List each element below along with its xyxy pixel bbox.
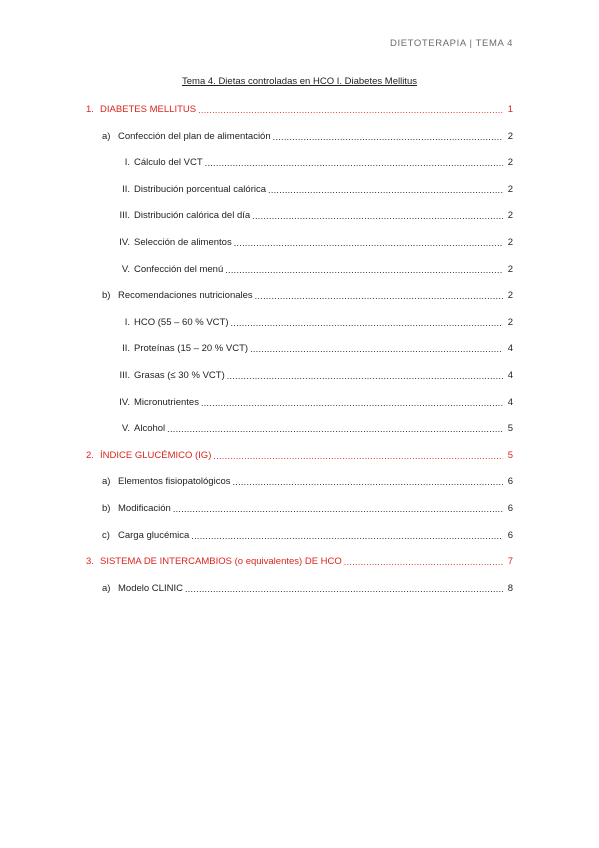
toc-entry[interactable] — [114, 234, 513, 248]
toc-entry-page: 4 — [507, 396, 513, 408]
toc-entry[interactable] — [102, 500, 513, 514]
toc-entry-number: a) — [102, 130, 111, 142]
toc-entry-number: I. — [124, 157, 130, 169]
toc-entry-label: Carga glucémica — [118, 529, 190, 541]
toc-dot-leader — [344, 556, 503, 567]
toc-entry-number: IV. — [119, 237, 130, 248]
toc-entry[interactable] — [86, 101, 513, 115]
toc-entry-page: 2 — [507, 157, 513, 169]
toc-entry-page: 5 — [507, 423, 513, 435]
toc-entry[interactable] — [114, 261, 513, 275]
toc-entry-page: 2 — [507, 210, 513, 222]
toc-entry-label: Modelo CLINIC — [118, 582, 183, 594]
toc-entry-label: Micronutrientes — [134, 396, 199, 408]
toc-dot-leader — [255, 290, 503, 301]
toc-entry-number: 2. — [86, 449, 94, 461]
toc-entry-number: a) — [102, 582, 111, 594]
toc-entry-number: a) — [102, 476, 111, 488]
toc-entry[interactable] — [102, 473, 513, 487]
toc-entry-number: V. — [121, 263, 130, 275]
toc-entry-number: II. — [122, 183, 130, 195]
toc-dot-leader — [198, 104, 503, 115]
toc-entry-page: 6 — [507, 476, 513, 488]
toc-entry-label: Confección del menú — [134, 263, 224, 275]
toc-entry-number: I. — [124, 316, 130, 328]
toc-entry-page: 4 — [507, 370, 513, 381]
toc-dot-leader — [231, 317, 504, 328]
toc-dot-leader — [232, 476, 503, 487]
toc-entry-page: 5 — [507, 449, 513, 461]
toc-entry[interactable] — [102, 527, 513, 541]
toc-entry[interactable] — [86, 553, 513, 567]
toc-dot-leader — [234, 237, 503, 248]
toc-entry-label: DIABETES MELLITUS — [100, 104, 197, 115]
toc-entry-number: II. — [122, 343, 130, 355]
toc-entry-label: Distribución porcentual calórica — [134, 183, 267, 195]
toc-dot-leader — [225, 264, 503, 275]
toc-entry-label: Distribución calórica del día — [134, 210, 251, 222]
toc-entry-label: SISTEMA DE INTERCAMBIOS (o equivalentes) DE HCO — [100, 556, 342, 568]
toc-entry-label: Elementos fisiopatológicos — [118, 476, 231, 488]
toc-entry-label: Alcohol — [134, 423, 166, 435]
toc-dot-leader — [205, 157, 503, 168]
toc-entry[interactable] — [114, 207, 513, 221]
toc-dot-leader — [167, 423, 503, 434]
toc-dot-leader — [185, 583, 503, 594]
toc-entry-page: 8 — [507, 582, 513, 594]
toc-entry[interactable] — [114, 394, 513, 408]
toc-entry-label: Cálculo del VCT — [134, 157, 203, 169]
toc-entry-page: 6 — [507, 529, 513, 541]
toc-dot-leader — [191, 530, 503, 541]
toc-entry[interactable] — [114, 181, 513, 195]
toc-entry-page: 4 — [507, 343, 513, 355]
toc-dot-leader — [252, 210, 503, 221]
toc-entry-number: IV. — [119, 396, 130, 408]
toc-entry[interactable] — [86, 447, 513, 461]
toc-entry[interactable] — [102, 128, 513, 142]
toc-entry-label: ÍNDICE GLUCÉMICO (IG) — [100, 449, 212, 461]
toc-dot-leader — [173, 503, 503, 514]
toc-entry-number: V. — [121, 423, 130, 435]
toc-entry-number: 1. — [86, 104, 94, 115]
toc-entry[interactable] — [102, 287, 513, 301]
toc-entry[interactable] — [114, 420, 513, 434]
toc-entry-label: Modificación — [118, 503, 171, 514]
toc-entry-label: Proteínas (15 – 20 % VCT) — [134, 343, 249, 355]
toc-entry-page: 2 — [507, 290, 513, 302]
toc-entry-page: 6 — [507, 503, 513, 514]
toc-entry-number: b) — [102, 503, 111, 514]
toc-dot-leader — [201, 397, 503, 408]
toc-entry-label: Grasas (≤ 30 % VCT) — [134, 370, 225, 381]
toc-entry-number: b) — [102, 290, 111, 302]
toc-entry-number: c) — [102, 529, 110, 541]
toc-entry[interactable] — [102, 580, 513, 594]
toc-entry[interactable] — [114, 314, 513, 328]
toc-entry-label: Confección del plan de alimentación — [118, 130, 271, 142]
toc-entry-page: 2 — [507, 237, 513, 248]
toc-dot-leader — [227, 370, 503, 381]
toc-entry-page: 2 — [507, 130, 513, 142]
toc-entry[interactable] — [114, 367, 513, 381]
toc-dot-leader — [213, 450, 503, 461]
toc-entry-number: III. — [119, 370, 130, 381]
toc-entry-label: HCO (55 – 60 % VCT) — [134, 316, 229, 328]
toc-dot-leader — [250, 343, 503, 354]
toc-entry-page: 2 — [507, 316, 513, 328]
toc-entry-label: Recomendaciones nutricionales — [118, 290, 253, 302]
toc-entry-page: 7 — [507, 556, 513, 568]
toc-dot-leader — [268, 184, 503, 195]
toc-entry-page: 1 — [507, 104, 513, 115]
toc-entry-number: III. — [119, 210, 130, 222]
toc-entry[interactable] — [114, 340, 513, 354]
toc-entry-page: 2 — [507, 263, 513, 275]
toc-entry[interactable] — [114, 154, 513, 168]
toc-entry-label: Selección de alimentos — [134, 237, 232, 248]
toc-dot-leader — [273, 131, 503, 142]
toc-entry-page: 2 — [507, 183, 513, 195]
toc-entry-number: 3. — [86, 556, 94, 568]
running-header: DIETOTERAPIA | TEMA 4 — [390, 38, 513, 49]
document-title: Tema 4. Dietas controladas en HCO I. Diabetes Mellitus — [182, 76, 417, 87]
